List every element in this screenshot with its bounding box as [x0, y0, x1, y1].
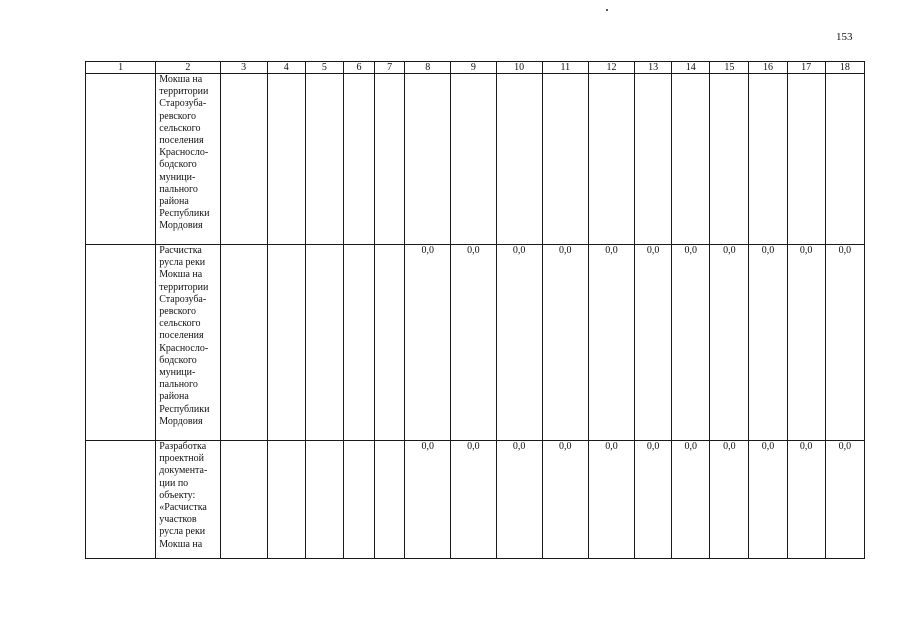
- budget-table: [85, 61, 865, 559]
- table-cell: [375, 441, 405, 559]
- table-cell: [220, 441, 267, 559]
- table-cell: [343, 245, 374, 441]
- value-cell: [710, 74, 749, 245]
- value-cell: [672, 74, 710, 245]
- value-cell: 0,0: [672, 245, 710, 441]
- value-cell: [787, 74, 825, 245]
- value-cell: 0,0: [710, 245, 749, 441]
- column-number: 9: [451, 62, 496, 74]
- column-number: 8: [405, 62, 451, 74]
- column-number: 13: [635, 62, 672, 74]
- scan-speck: [606, 9, 608, 11]
- value-cell: 0,0: [749, 441, 787, 559]
- value-cell: 0,0: [542, 245, 588, 441]
- table-cell: [267, 245, 305, 441]
- row-description: Разработка проектной документа- ции по объекту: «Расчистка участков русла реки Мокша на: [156, 441, 220, 559]
- row-description: Мокша на территории Старозуба- ревского сельского поселения Краснослo- бодского муници- пального района Республики Мордовия: [156, 74, 220, 245]
- column-number: 2: [156, 62, 220, 74]
- value-cell: [496, 74, 542, 245]
- table-cell: [375, 245, 405, 441]
- value-cell: 0,0: [787, 245, 825, 441]
- table-row: [86, 441, 865, 559]
- column-number: 18: [825, 62, 864, 74]
- table-cell: [86, 74, 156, 245]
- table-cell: [220, 245, 267, 441]
- table-cell: [305, 441, 343, 559]
- value-cell: 0,0: [588, 441, 634, 559]
- value-cell: 0,0: [635, 441, 672, 559]
- value-cell: 0,0: [496, 245, 542, 441]
- column-number: 4: [267, 62, 305, 74]
- column-number: 7: [375, 62, 405, 74]
- table-cell: [343, 441, 374, 559]
- value-cell: 0,0: [542, 441, 588, 559]
- table-cell: [267, 74, 305, 245]
- value-cell: 0,0: [825, 441, 864, 559]
- value-cell: 0,0: [672, 441, 710, 559]
- column-number: 11: [542, 62, 588, 74]
- table-row: [86, 245, 865, 441]
- column-number: 12: [588, 62, 634, 74]
- value-cell: 0,0: [451, 245, 496, 441]
- row-description: Расчистка русла реки Мокша на территории Старозуба- ревского сельского поселения Краснослo- бодского муници- пального района Республики Мордовия: [156, 245, 220, 441]
- value-cell: [542, 74, 588, 245]
- column-number: 17: [787, 62, 825, 74]
- column-number: 1: [86, 62, 156, 74]
- table-cell: [375, 74, 405, 245]
- value-cell: 0,0: [749, 245, 787, 441]
- value-cell: 0,0: [451, 441, 496, 559]
- value-cell: [451, 74, 496, 245]
- value-cell: 0,0: [405, 245, 451, 441]
- column-number: 6: [343, 62, 374, 74]
- column-number: 3: [220, 62, 267, 74]
- table-cell: [86, 441, 156, 559]
- value-cell: 0,0: [825, 245, 864, 441]
- value-cell: [749, 74, 787, 245]
- column-number-row: [86, 62, 865, 74]
- column-number: 15: [710, 62, 749, 74]
- table-cell: [305, 74, 343, 245]
- column-number: 10: [496, 62, 542, 74]
- value-cell: [405, 74, 451, 245]
- value-cell: 0,0: [588, 245, 634, 441]
- value-cell: 0,0: [787, 441, 825, 559]
- value-cell: 0,0: [710, 441, 749, 559]
- value-cell: [588, 74, 634, 245]
- column-number: 14: [672, 62, 710, 74]
- table-row: [86, 74, 865, 245]
- column-number: 5: [305, 62, 343, 74]
- column-number: 16: [749, 62, 787, 74]
- table-cell: [343, 74, 374, 245]
- value-cell: [825, 74, 864, 245]
- page-number: 153: [836, 31, 853, 43]
- table-cell: [267, 441, 305, 559]
- value-cell: 0,0: [496, 441, 542, 559]
- table-cell: [305, 245, 343, 441]
- table-cell: [220, 74, 267, 245]
- value-cell: [635, 74, 672, 245]
- value-cell: 0,0: [405, 441, 451, 559]
- value-cell: 0,0: [635, 245, 672, 441]
- table-cell: [86, 245, 156, 441]
